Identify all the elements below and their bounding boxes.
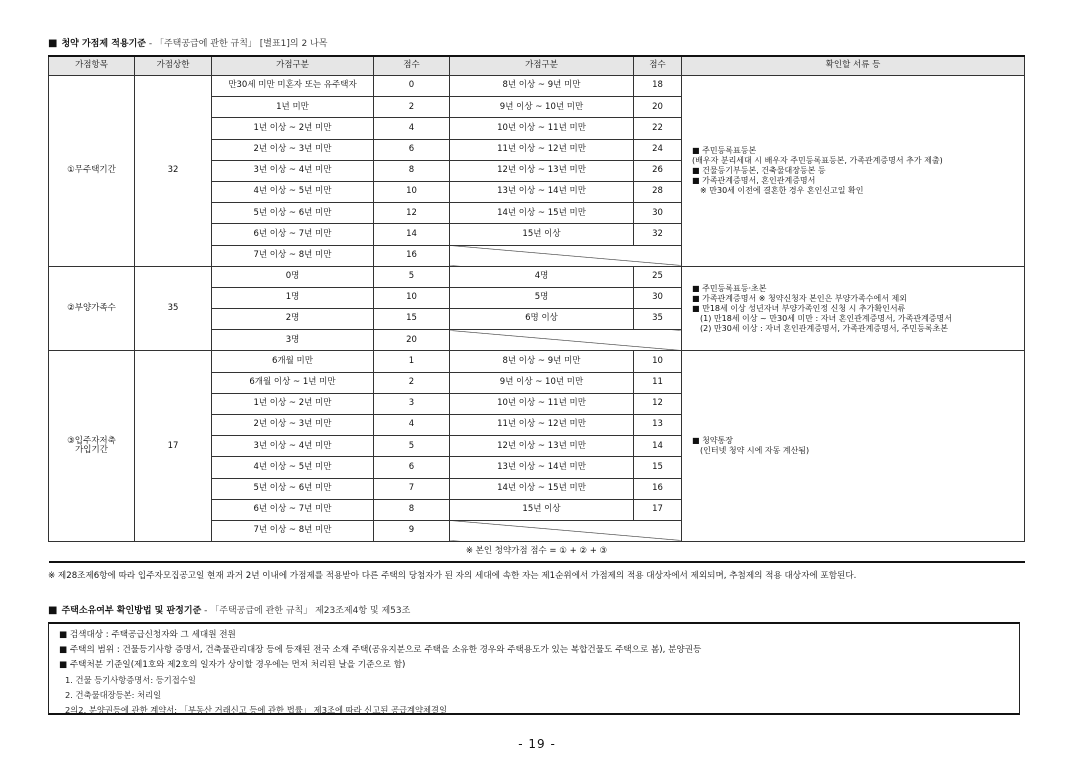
category-cell: 2명 xyxy=(212,309,374,330)
item-savings-period xyxy=(49,351,135,542)
note-line: ※ 만30세 이전에 결혼한 경우 혼인신고일 확인 xyxy=(700,185,864,195)
category-cell: 6개월 이상 ~ 1년 미만 xyxy=(212,372,374,393)
category-cell: 1명 xyxy=(212,287,374,308)
section-reference: - 「주택공급에 관한 규칙」 제23조제4항 및 제53조 xyxy=(204,606,411,616)
total-row xyxy=(49,542,1025,563)
empty-diagonal-cell xyxy=(450,330,682,351)
score-cell: 30 xyxy=(634,287,682,308)
criteria-line: ■ 주택처분 기준일(제1호와 제2호의 일자가 상이할 경우에는 먼저 처리된 날을 기준으로 함) xyxy=(59,660,406,670)
item-homeless-period: ①무주택기간 xyxy=(49,76,135,267)
score-cell: 13 xyxy=(634,415,682,436)
score-cell: 8 xyxy=(374,160,450,181)
score-cell: 20 xyxy=(634,97,682,118)
score-cell: 6 xyxy=(374,457,450,478)
score-cell: 16 xyxy=(634,478,682,499)
score-cell: 12 xyxy=(374,203,450,224)
table-row xyxy=(49,351,1025,372)
category-cell: 1년 미만 xyxy=(212,97,374,118)
category-cell: 6개월 미만 xyxy=(212,351,374,372)
score-cell: 5 xyxy=(374,266,450,287)
category-cell: 7년 이상 ~ 8년 미만 xyxy=(212,520,374,541)
category-cell: 만30세 미만 미혼자 또는 유주택자 xyxy=(212,76,374,97)
empty-diagonal-cell xyxy=(450,245,682,266)
header-item: 가점항목 xyxy=(49,56,135,76)
table-header-row xyxy=(49,56,1025,76)
category-cell: 9년 이상 ~ 10년 미만 xyxy=(450,97,634,118)
item-label-line2: 가입기간 xyxy=(75,445,108,456)
category-cell: 3명 xyxy=(212,330,374,351)
score-cell: 10 xyxy=(374,181,450,202)
category-cell: 5년 이상 ~ 6년 미만 xyxy=(212,478,374,499)
category-cell: 6년 이상 ~ 7년 미만 xyxy=(212,499,374,520)
header-category-right: 가점구분 xyxy=(450,56,634,76)
category-cell: 8년 이상 ~ 9년 미만 xyxy=(450,351,634,372)
note-line: (인터넷 청약 시에 자동 계산됨) xyxy=(700,446,810,456)
category-cell: 2년 이상 ~ 3년 미만 xyxy=(212,139,374,160)
note-line: ■ 만18세 이상 성년자녀 부양가족인정 신청 시 추가확인서류 xyxy=(692,303,906,313)
score-cell: 6 xyxy=(374,139,450,160)
category-cell: 15년 이상 xyxy=(450,224,634,245)
category-cell: 6년 이상 ~ 7년 미만 xyxy=(212,224,374,245)
score-cell: 35 xyxy=(634,309,682,330)
score-cell: 20 xyxy=(374,330,450,351)
category-cell: 15년 이상 xyxy=(450,499,634,520)
category-cell: 5년 이상 ~ 6년 미만 xyxy=(212,203,374,224)
score-cell: 3 xyxy=(374,393,450,414)
note-line: ■ 청약통장 xyxy=(692,436,734,446)
item-dependents: ②부양가족수 xyxy=(49,266,135,351)
category-cell: 10년 이상 ~ 11년 미만 xyxy=(450,393,634,414)
score-cell: 12 xyxy=(634,393,682,414)
section-title-scoring xyxy=(48,36,327,49)
category-cell: 1년 이상 ~ 2년 미만 xyxy=(212,393,374,414)
score-cell: 17 xyxy=(634,499,682,520)
category-cell: 13년 이상 ~ 14년 미만 xyxy=(450,457,634,478)
score-cell: 7 xyxy=(374,478,450,499)
category-cell: 13년 이상 ~ 14년 미만 xyxy=(450,181,634,202)
criteria-line: ■ 검색대상 : 주택공급신청자와 그 세대원 전원 xyxy=(59,630,236,640)
score-cell: 26 xyxy=(634,160,682,181)
category-cell: 1년 이상 ~ 2년 미만 xyxy=(212,118,374,139)
section-title-text: 주택소유여부 확인방법 및 판정기준 xyxy=(61,606,202,616)
score-cell: 15 xyxy=(634,457,682,478)
score-cell: 10 xyxy=(374,287,450,308)
note-line: ■ 주민등록표등본 xyxy=(692,145,757,155)
category-cell: 5명 xyxy=(450,287,634,308)
header-documents: 확인할 서류 등 xyxy=(682,56,1025,76)
score-cell: 1 xyxy=(374,351,450,372)
scoring-table xyxy=(48,55,1025,563)
score-cell: 11 xyxy=(634,372,682,393)
category-cell: 4년 이상 ~ 5년 미만 xyxy=(212,457,374,478)
category-cell: 11년 이상 ~ 12년 미만 xyxy=(450,139,634,160)
documents-savings-period xyxy=(682,351,1025,542)
page-number: - 19 - xyxy=(518,737,556,751)
category-cell: 10년 이상 ~ 11년 미만 xyxy=(450,118,634,139)
note-line: ■ 주민등록표등·초본 xyxy=(692,283,767,293)
criteria-subline: 2의2. 분양권등에 관한 계약서: 「부동산 거래신고 등에 관한 법률」 제3조에 따라 신고된 공급계약체결일 xyxy=(65,705,448,715)
score-cell: 2 xyxy=(374,372,450,393)
max-dependents: 35 xyxy=(135,266,212,351)
max-homeless-period: 32 xyxy=(135,76,212,267)
category-cell: 7년 이상 ~ 8년 미만 xyxy=(212,245,374,266)
section-bullet: ■ xyxy=(48,38,58,49)
max-savings-period: 17 xyxy=(135,351,212,542)
documents-dependents xyxy=(682,266,1025,351)
category-cell: 4명 xyxy=(450,266,634,287)
score-cell: 15 xyxy=(374,309,450,330)
section-title-ownership xyxy=(48,603,410,616)
header-score-left: 점수 xyxy=(374,56,450,76)
section-title-text: 청약 가점제 적용기준 xyxy=(61,39,146,49)
note-line: ■ 건물등기부등본, 건축물대장등본 등 xyxy=(692,165,826,175)
category-cell: 3년 이상 ~ 4년 미만 xyxy=(212,160,374,181)
note-line: ■ 가족관계증명서, 혼인관계증명서 xyxy=(692,175,816,185)
empty-diagonal-cell xyxy=(450,520,682,541)
category-cell: 2년 이상 ~ 3년 미만 xyxy=(212,415,374,436)
note-line: ■ 가족관계증명서 ※ 청약신청자 본인은 부양가족수에서 제외 xyxy=(692,293,907,303)
score-cell: 14 xyxy=(374,224,450,245)
item-label-line1: ③입주자저축 xyxy=(67,435,116,446)
score-cell: 4 xyxy=(374,415,450,436)
score-cell: 0 xyxy=(374,76,450,97)
header-score-right: 점수 xyxy=(634,56,682,76)
note-line: (2) 만30세 이상 : 자녀 혼인관계증명서, 가족관계증명서, 주민등록초본 xyxy=(700,323,949,333)
score-cell: 9 xyxy=(374,520,450,541)
footnote: ※ 제28조제6항에 따라 입주자모집공고일 현재 과거 2년 이내에 가점제를 적용받아 다른 주택의 당첨자가 된 자의 세대에 속한 자는 제1순위에서 가점제의 적용 대상자에서 제외되며, 추첨제의 적용 대상자에 포함된다. xyxy=(48,571,857,581)
criteria-subline: 2. 건축물대장등본: 처리일 xyxy=(65,690,162,700)
score-cell: 32 xyxy=(634,224,682,245)
score-cell: 14 xyxy=(634,436,682,457)
section-reference: - 「주택공급에 관한 규칙」 [별표1]의 2 나목 xyxy=(148,39,328,49)
documents-homeless-period xyxy=(682,76,1025,267)
category-cell: 14년 이상 ~ 15년 미만 xyxy=(450,203,634,224)
score-cell: 4 xyxy=(374,118,450,139)
score-cell: 28 xyxy=(634,181,682,202)
score-cell: 30 xyxy=(634,203,682,224)
note-line: (배우자 분리세대 시 배우자 주민등록표등본, 가족관계증명서 추가 제출) xyxy=(692,155,943,165)
category-cell: 9년 이상 ~ 10년 미만 xyxy=(450,372,634,393)
header-category-left: 가점구분 xyxy=(212,56,374,76)
category-cell: 6명 이상 xyxy=(450,309,634,330)
category-cell: 14년 이상 ~ 15년 미만 xyxy=(450,478,634,499)
score-cell: 25 xyxy=(634,266,682,287)
header-max: 가점상한 xyxy=(135,56,212,76)
score-cell: 16 xyxy=(374,245,450,266)
total-formula: ※ 본인 청약가점 점수 = ① + ② + ③ xyxy=(49,542,1025,563)
category-cell: 0명 xyxy=(212,266,374,287)
ownership-criteria-box xyxy=(48,622,1020,715)
score-cell: 2 xyxy=(374,97,450,118)
criteria-subline: 1. 건물 등기사항증명서: 등기접수일 xyxy=(65,675,196,685)
category-cell: 11년 이상 ~ 12년 미만 xyxy=(450,415,634,436)
criteria-line: ■ 주택의 범위 : 건물등기사항 증명서, 건축물관리대장 등에 등재된 전국 소재 주택(공유지분으로 주택을 소유한 경우와 주택용도가 있는 복합건물도 주택으로 봄), 분양권등 xyxy=(59,645,702,655)
category-cell: 12년 이상 ~ 13년 미만 xyxy=(450,160,634,181)
score-cell: 10 xyxy=(634,351,682,372)
score-cell: 8 xyxy=(374,499,450,520)
table-row xyxy=(49,266,1025,287)
score-cell: 24 xyxy=(634,139,682,160)
score-cell: 18 xyxy=(634,76,682,97)
category-cell: 12년 이상 ~ 13년 미만 xyxy=(450,436,634,457)
category-cell: 4년 이상 ~ 5년 미만 xyxy=(212,181,374,202)
section-bullet: ■ xyxy=(48,605,58,616)
category-cell: 3년 이상 ~ 4년 미만 xyxy=(212,436,374,457)
score-cell: 5 xyxy=(374,436,450,457)
table-row xyxy=(49,76,1025,97)
category-cell: 8년 이상 ~ 9년 미만 xyxy=(450,76,634,97)
score-cell: 22 xyxy=(634,118,682,139)
note-line: (1) 만18세 이상 ~ 만30세 미만 : 자녀 혼인관계증명서, 가족관계증명서 xyxy=(700,313,952,323)
